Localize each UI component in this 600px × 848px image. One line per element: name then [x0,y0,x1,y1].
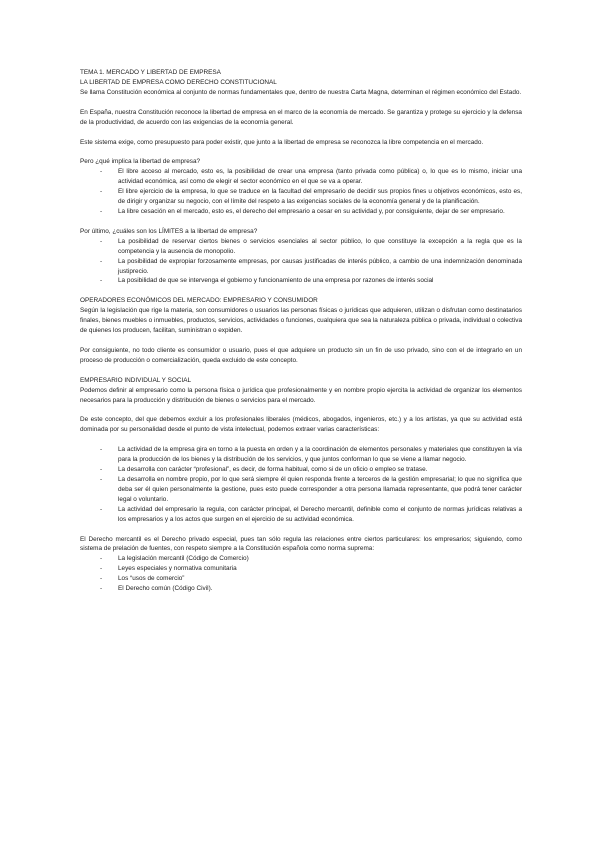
list-item: - El Derecho común (Código Civil). [80,584,522,594]
list-item: - La posibilidad de expropiar forzosamente empresas, por causas justificadas de interés público, a cambio de una indemnización denominada justiprecio. [80,257,522,277]
concept-paragraph: De este concepto, del que debemos excluir a los profesionales liberales (médicos, abogados, ingenieros, etc.) y a los artistas, ya que su actividad está dominada por su personalidad desde el punto de vista intelectual, podemos extraer varias características: [80,416,522,434]
question-implies: Pero ¿qué implica la libertad de empresa? [80,158,201,166]
implies-list [80,167,522,217]
spain-paragraph: En España, nuestra Constitución reconoce la libertad de empresa en el marco de la economía de mercado. Se garantiza y protege su ejercicio y la defensa de la productividad, de acuerdo con las exigencias de la economía general. [80,108,522,126]
operators-heading: OPERADORES ECONÓMICOS DEL MERCADO: EMPRESARIO Y CONSUMIDOR [80,297,318,305]
list-item: - Los “usos de comercio” [80,574,522,584]
list-item: - La actividad del empresario la regula, con carácter principal, el Derecho mercantil, definible como el conjunto de normas jurídicas relativas a los empresarios y a los actos que surgen en el ejercicio de su actividad económica. [80,505,522,525]
title-line-2: LA LIBERTAD DE EMPRESA COMO DERECHO CONSTITUCIONAL [80,78,277,86]
list-item: - Leyes especiales y normativa comunitaria [80,564,522,574]
list-item: - La desarrolla con carácter “profesional”, es decir, de forma habitual, como si de un oficio o empleo se tratase. [80,465,522,475]
document-page [80,68,522,594]
list-item: - La legislación mercantil (Código de Comercio) [80,554,522,564]
intro-paragraph: Se llama Constitución económica al conjunto de normas fundamentales que, dentro de nuestra Carta Magna, determinan el régimen económico del Estado. [80,88,522,96]
sources-list [80,554,522,594]
list-item: - La posibilidad de que se intervenga el gobierno y funcionamiento de una empresa por razones de interés social [80,276,522,286]
list-item: - La actividad de la empresa gira en torno a la puesta en orden y a la coordinación de elementos personales y materiales que constituyen la vía para la producción de los bienes y la distribución de los servicios, y que juntos conforman lo que se viene a llamar negocio. [80,445,522,465]
question-limits: Por último, ¿cuáles son los LÍMITES a la libertad de empresa? [80,227,258,235]
entrepreneur-heading: EMPRESARIO INDIVIDUAL Y SOCIAL [80,376,192,384]
list-item: - La posibilidad de reservar ciertos bienes o servicios esenciales al sector público, lo que constituye la excepción a la regla que es la competencia y la ausencia de monopolio. [80,237,522,257]
list-item: - El libre ejercicio de la empresa, lo que se traduce en la facultad del empresario de decidir sus propios fines u objetivos económicos, esto es, de dirigir y organizar su negocio, con el límite del respeto a las exigencias sociales de la economía general y de la planificación. [80,187,522,207]
list-item: - La desarrolla en nombre propio, por lo que será siempre él quien responda frente a terceros de la gestión empresarial; lo que no significa que deba ser él quien personalmente la gestione, pues esto puede corresponder a otra persona llamada representante, que podrá tener carácter legal o voluntario. [80,475,522,505]
list-item: - La libre cesación en el mercado, esto es, el derecho del empresario a cesar en su actividad y, por consiguiente, dejar de ser empresario. [80,207,522,217]
entrepreneur-paragraph: Podemos definir al empresario como la persona física o jurídica que profesionalmente y en nombre propio ejercita la actividad de organizar los elementos necesarios para la producción y distribución de bienes o servicios para el mercado. [80,386,522,404]
characteristics-list [80,445,522,524]
consequence-paragraph: Por consiguiente, no todo cliente es consumidor o usuario, pues el que adquiere un producto sin un fin de uso privado, sino con el de integrarlo en un proceso de producción o comercialización, queda excluido de este concepto. [80,346,522,364]
system-paragraph: Este sistema exige, como presupuesto para poder existir, que junto a la libertad de empresa se reconozca la libre competencia en el mercado. [80,138,484,146]
mercantile-paragraph: El Derecho mercantil es el Derecho privado especial, pues tan sólo regula las relaciones entre ciertos particulares: los empresarios; siguiendo, como sistema de prelación de fuentes, con respeto siempre a la Constitución española como norma suprema: [80,535,522,553]
operators-paragraph: Según la legislación que rige la materia, son consumidores o usuarios las personas físicas o jurídicas que adquieren, utilizan o disfrutan como destinatarios finales, bienes muebles o inmuebles, productos, servicios, actividades o funciones, cualquiera que sea la naturaleza pública o privada, individual o colectiva de quienes los producen, facilitan, suministran o expiden. [80,307,522,335]
title-line-1: TEMA 1. MERCADO Y LIBERTAD DE EMPRESA [80,69,221,76]
limits-list [80,237,522,287]
list-item: - El libre acceso al mercado, esto es, la posibilidad de crear una empresa (tanto privada como pública) o, lo que es lo mismo, iniciar una actividad económica, así como de elegir el sector económico en el que se va a operar. [80,167,522,187]
